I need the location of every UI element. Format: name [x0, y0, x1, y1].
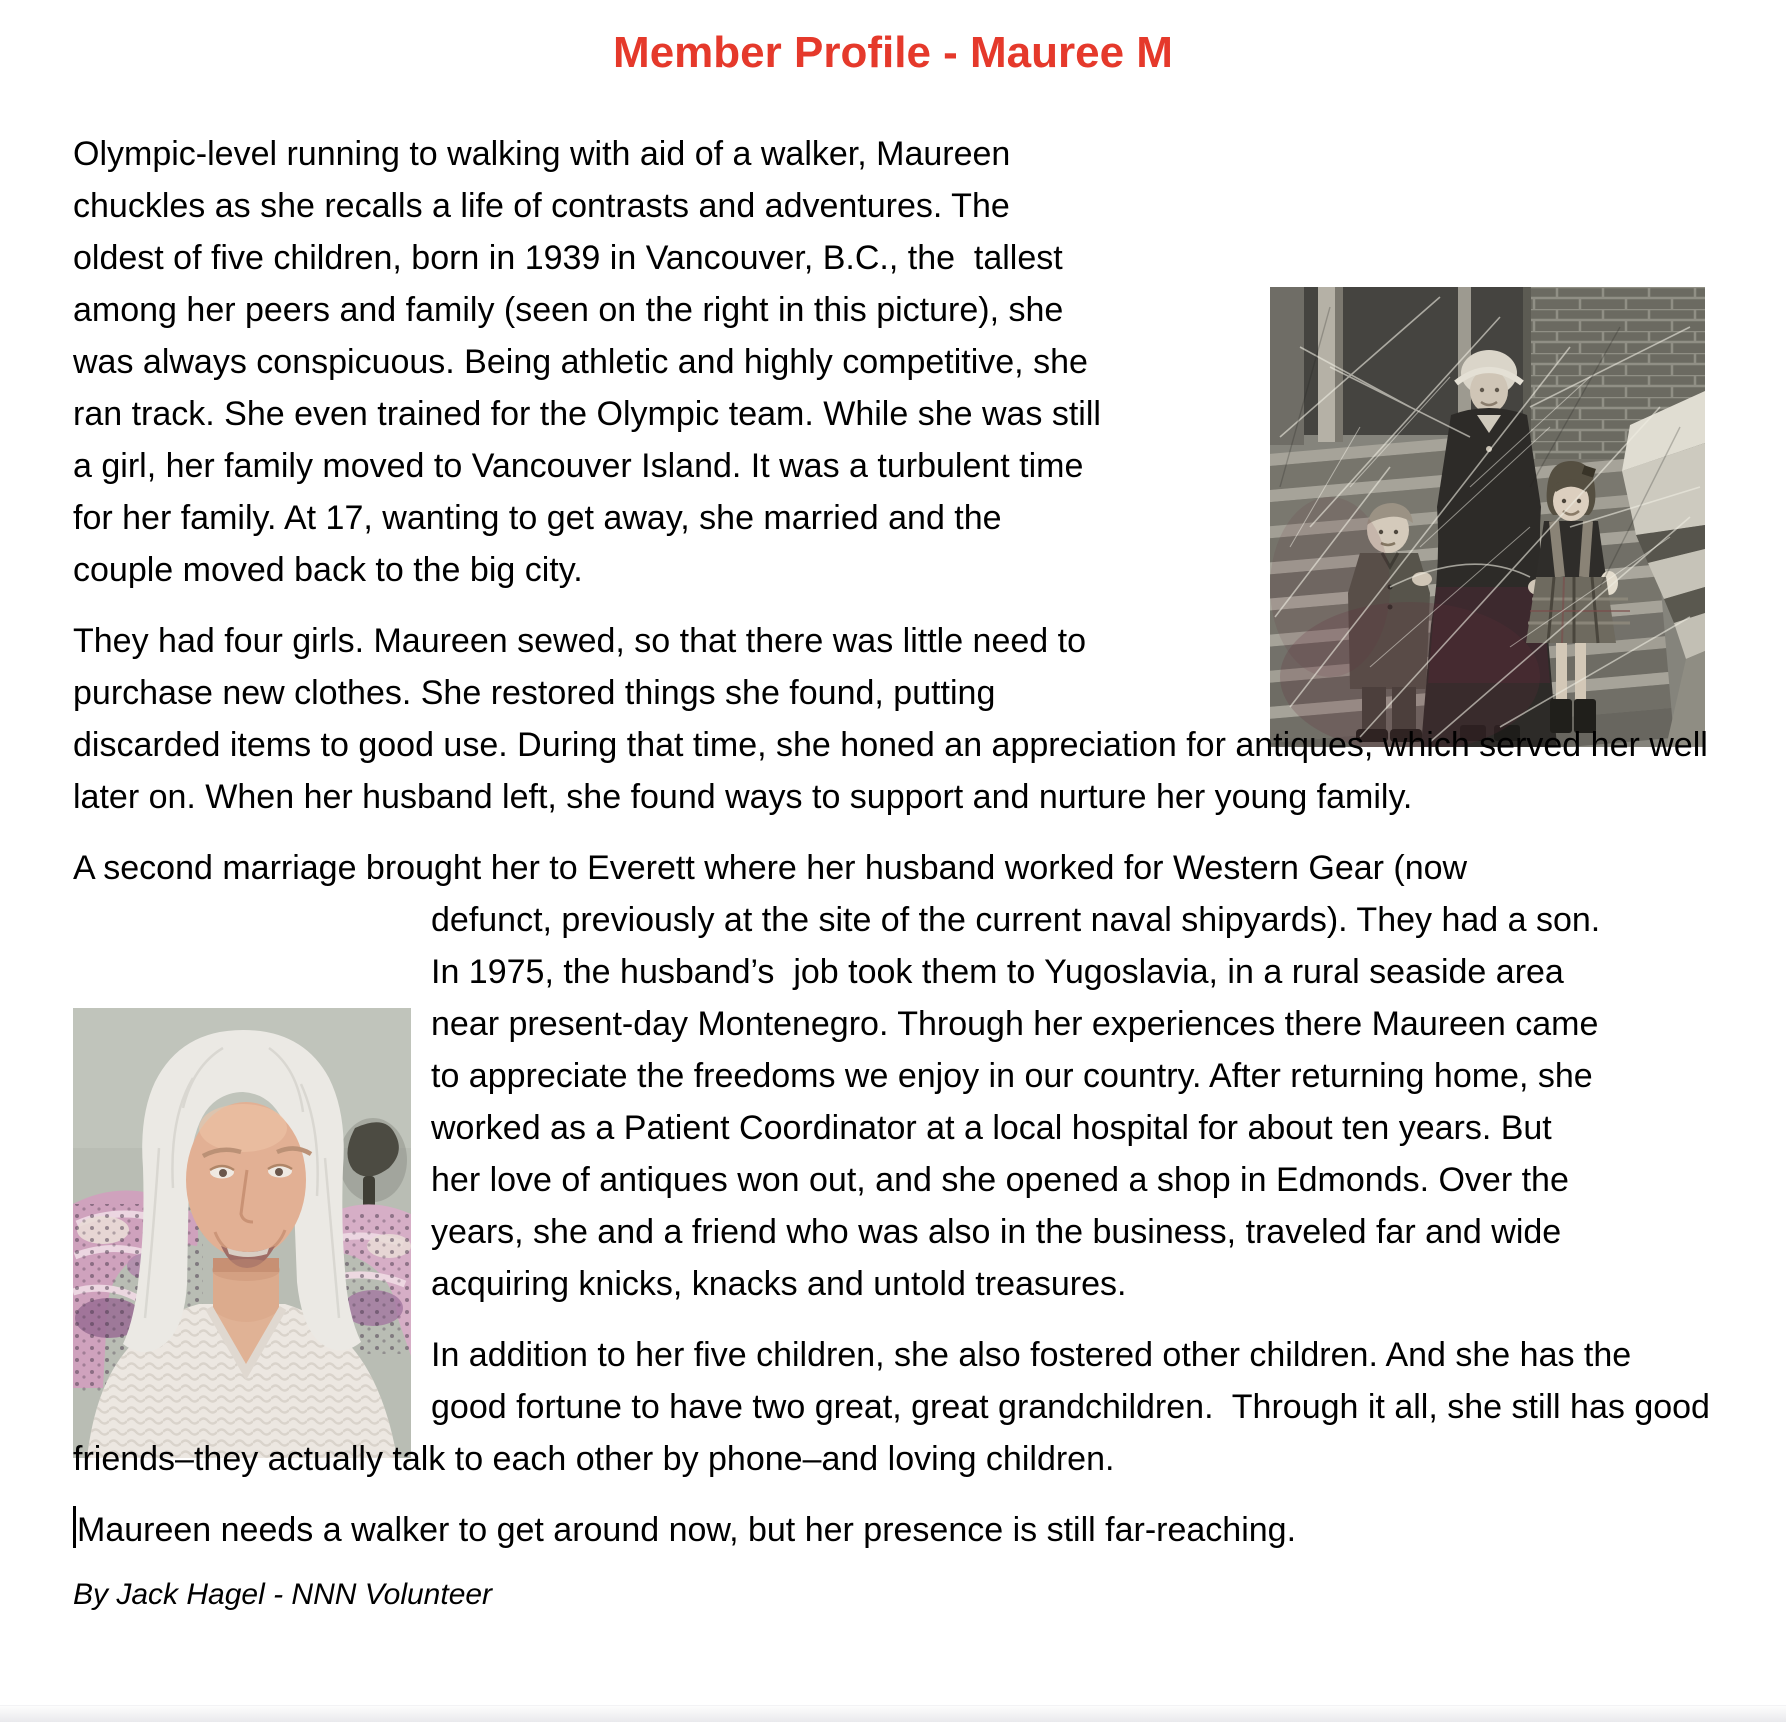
paragraph-3-intro	[73, 842, 1713, 894]
paragraph-3-rest-text: defunct, previously at the site of the current naval shipyards). They had a son. In 1975, the husband’s job took them to Yugoslavia, in a rural seaside area near present-day Montenegro. Through her experiences there Maureen came to appreciate the freedoms we enjoy in our country. After returning home, she worked as a Patient Coordinator at a local hospital for about ten years. But her love of antiques won out, and she opened a shop in Edmonds. Over the years, she and a friend who was also in the business, traveled far and wide acquiring knicks, knacks and untold treasures.	[431, 901, 1610, 1303]
page-title: Member Profile - Mauree M	[613, 28, 1173, 77]
paragraph-5-text: Maureen needs a walker to get around now, but her presence is still far-reaching.	[77, 1511, 1297, 1549]
window-bottom-edge	[0, 1705, 1786, 1722]
paragraph-4-text: In addition to her five children, she also fostered other children. And she has the good fortune to have two great, great grandchildren. Through it all, she still has good friends–they actually talk to each other by phone–and loving children.	[73, 1336, 1720, 1478]
paragraph-1-text: Olympic-level running to walking with aid of a walker, Maureen chuckles as she recalls a life of contrasts and adventures. The oldest of five children, born in 1939 in Vancouver, B.C., the tallest among her peers and family (seen on the right in this picture), she was always conspicuous. Being athletic and highly competitive, she ran track. She even trained for the Olympic team. While she was still a girl, her family moved to Vancouver Island. It was a turbulent time for her family. At 17, wanting to get away, she married and the couple moved back to the big city.	[73, 135, 1111, 589]
paragraph-5	[73, 1504, 1713, 1556]
paragraph-2-text: They had four girls. Maureen sewed, so that there was little need to purchase new clothes. She restored things she found, putting discarded items to good use. During that time, she honed an appreciation for antiques, which served her well later on. When her husband left, she found ways to support and nurture her young family.	[73, 622, 1718, 816]
maureen-portrait-photo[interactable]	[73, 904, 411, 1354]
byline: By Jack Hagel - NNN Volunteer	[73, 1578, 493, 1611]
family-bw-photo[interactable]	[1270, 183, 1705, 643]
paragraph-3-intro-text: A second marriage brought her to Everett where her husband worked for Western Gear (now	[73, 849, 1468, 887]
paragraph-3-rest	[73, 894, 1713, 1310]
paragraph-1	[73, 128, 1713, 596]
text-cursor	[73, 1506, 76, 1548]
